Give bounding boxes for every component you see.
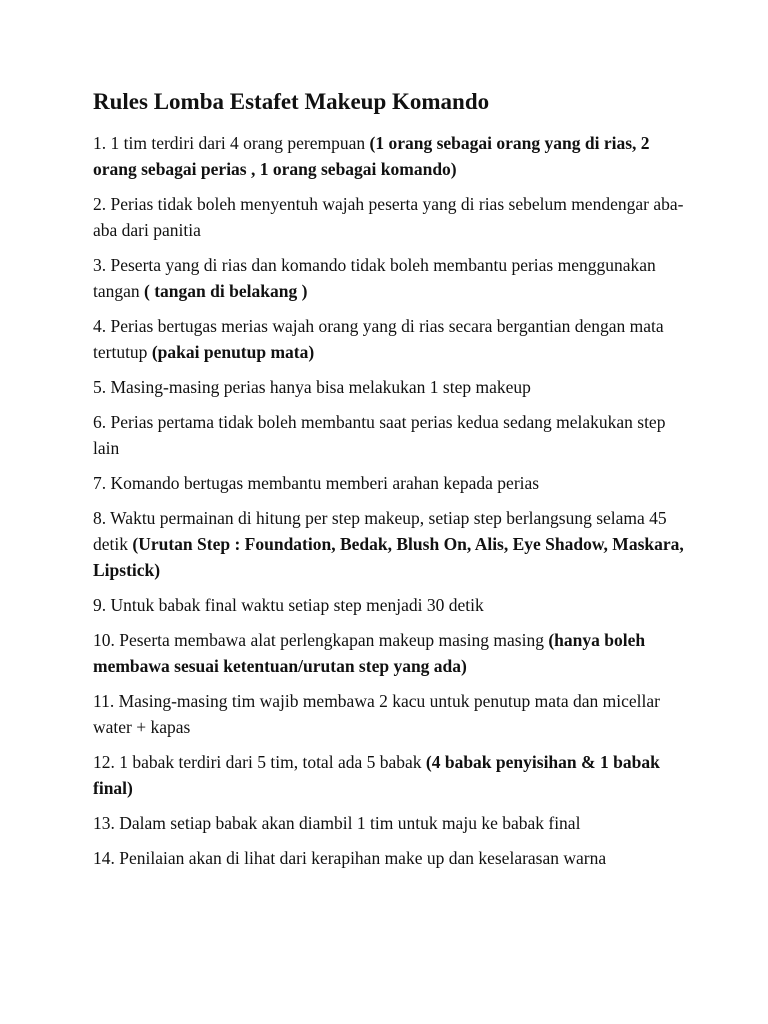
rule-emphasis: ( tangan di belakang ) [144, 281, 308, 301]
rule-emphasis: (4 babak penyisihan & 1 babak final) [93, 752, 660, 798]
rule-item [93, 130, 693, 182]
rule-text: 9. Untuk babak final waktu setiap step menjadi 30 detik [93, 595, 484, 615]
rule-text: 5. Masing-masing perias hanya bisa melakukan 1 step makeup [93, 377, 531, 397]
rule-item [93, 592, 693, 618]
rule-text: 3. Peserta yang di rias dan komando tidak boleh membantu perias menggunakan tangan [93, 255, 656, 301]
rule-text: 7. Komando bertugas membantu memberi arahan kepada perias [93, 473, 540, 493]
rule-item [93, 252, 693, 304]
rule-item [93, 470, 693, 496]
rule-emphasis: (1 orang sebagai orang yang di rias, 2 orang sebagai perias , 1 orang sebagai komando) [93, 133, 650, 179]
rule-text: 4. Perias bertugas merias wajah orang yang di rias secara bergantian dengan mata tertutup [93, 316, 664, 362]
rule-item [93, 845, 693, 871]
rule-text: 1. 1 tim terdiri dari 4 orang perempuan [93, 133, 370, 153]
rule-item [93, 627, 693, 679]
rule-emphasis: (hanya boleh membawa sesuai ketentuan/urutan step yang ada) [93, 630, 646, 676]
rule-item [93, 374, 693, 400]
rule-item [93, 191, 693, 243]
rule-item [93, 505, 693, 583]
rule-item [93, 409, 693, 461]
document-page [93, 88, 693, 880]
rule-item [93, 313, 693, 365]
rule-emphasis: (pakai penutup mata) [151, 342, 315, 362]
rule-text: 6. Perias pertama tidak boleh membantu saat perias kedua sedang melakukan step lain [93, 412, 666, 458]
document-title: Rules Lomba Estafet Makeup Komando [93, 89, 490, 114]
rule-text: 14. Penilaian akan di lihat dari kerapihan make up dan keselarasan warna [93, 848, 607, 868]
rule-text: 2. Perias tidak boleh menyentuh wajah peserta yang di rias sebelum mendengar aba-aba dari panitia [93, 194, 684, 240]
rule-emphasis: (Urutan Step : Foundation, Bedak, Blush On, Alis, Eye Shadow, Maskara, Lipstick) [93, 534, 684, 580]
rule-text: 8. Waktu permainan di hitung per step makeup, setiap step berlangsung selama 45 detik [93, 508, 667, 554]
rule-item [93, 749, 693, 801]
rule-item [93, 810, 693, 836]
rule-text: 11. Masing-masing tim wajib membawa 2 kacu untuk penutup mata dan micellar water + kapas [93, 691, 660, 737]
rule-item [93, 688, 693, 740]
rule-text: 12. 1 babak terdiri dari 5 tim, total ada 5 babak [93, 752, 426, 772]
rule-text: 10. Peserta membawa alat perlengkapan makeup masing masing [93, 630, 549, 650]
rule-text: 13. Dalam setiap babak akan diambil 1 tim untuk maju ke babak final [93, 813, 581, 833]
